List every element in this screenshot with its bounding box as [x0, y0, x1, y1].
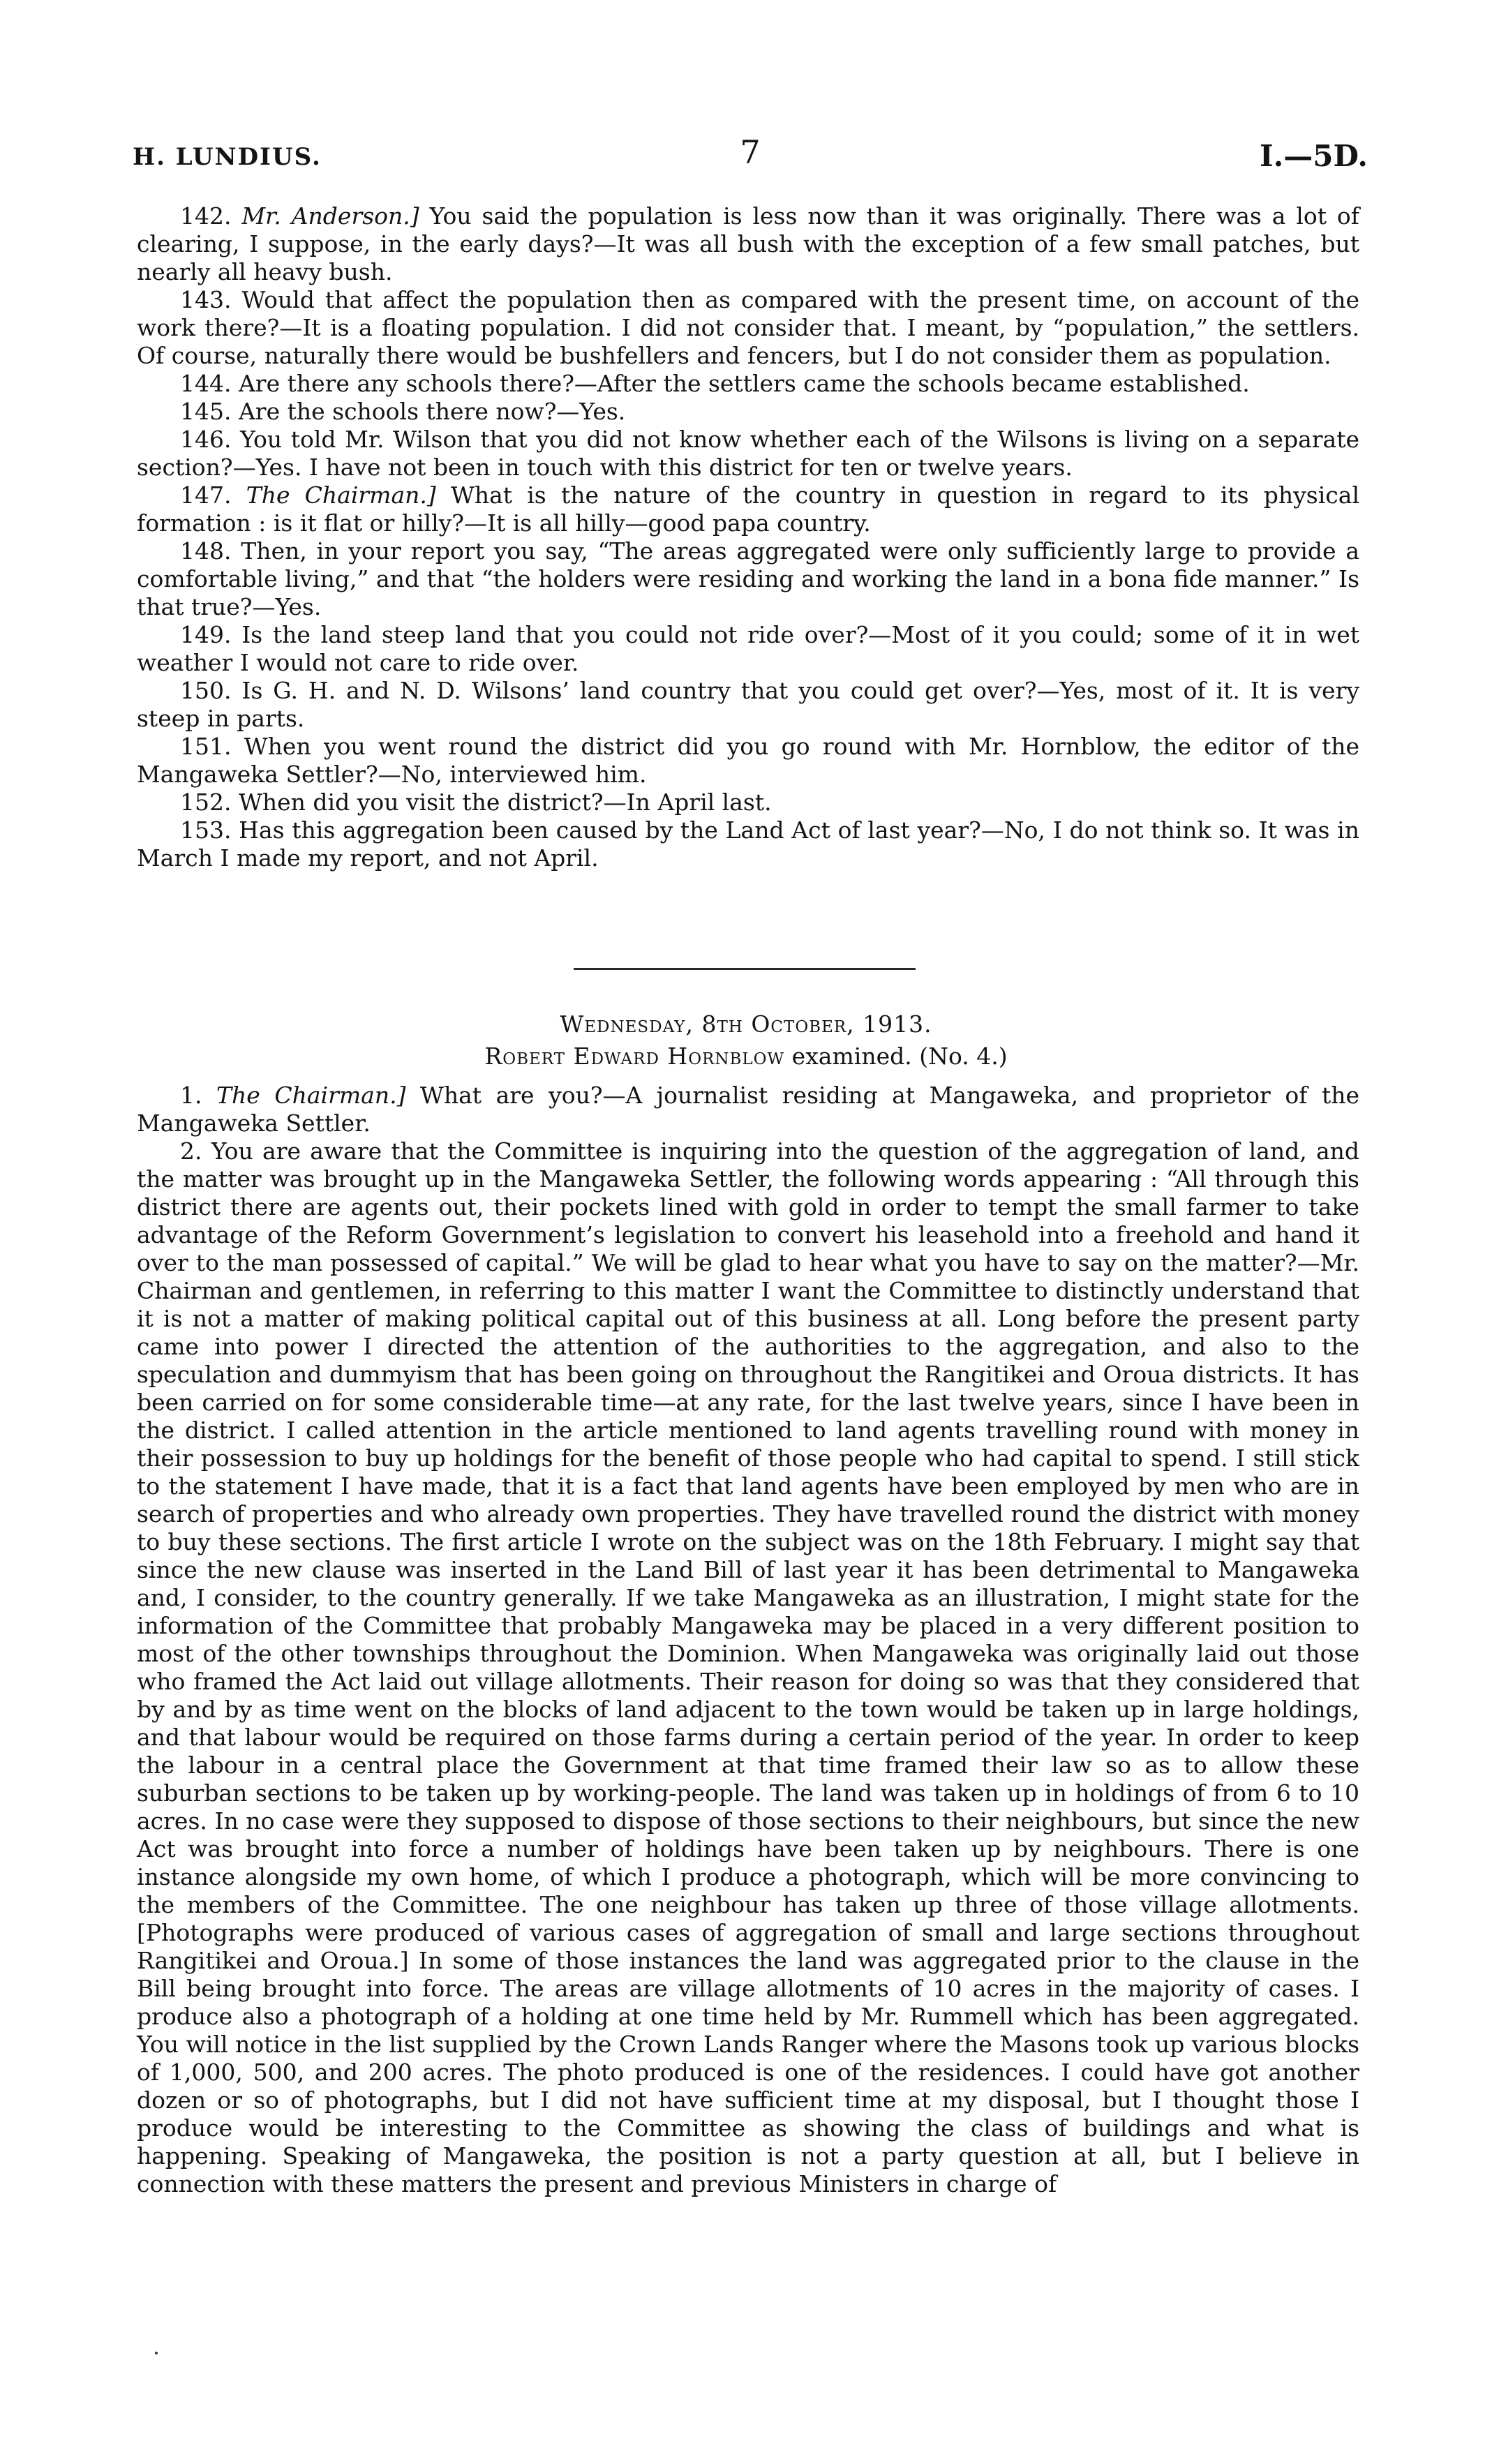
scan-speck: [155, 2352, 158, 2354]
speaker: The Chairman.]: [246, 481, 436, 509]
speaker: The Chairman.]: [216, 1082, 406, 1109]
question-paragraph: 2. You are aware that the Committee is inquiring into the question of the aggregation of land, and the matter was brought up in the Mangaweka Settler, the following words appearing : “All through this district there are agents out, their pockets lined with gold in order to tempt the small farmer to take advantage of the Reform Government’s legislation to convert his leasehold into a freehold and hand it over to the man possessed of capital.” We will be glad to hear what you have to say on the matter?—Mr. Chairman and gentlemen, in referring to this matter I want the Committee to distinctly understand that it is not a matter of making political capital out of this business at all. Long before the present party came into power I directed the attention of the authorities to the aggregation, and also to the speculation and dummyism that has been going on throughout the Rangitikei and Oroua districts. It has been carried on for some considerable time—at any rate, for the last twelve years, since I have been in the district. I called attention in the article mentioned to land agents travelling round with money in their possession to buy up holdings for the benefit of those people who had capital to spend. I still stick to the statement I have made, that it is a fact that land agents have been employed by men who are in search of properties and who already own properties. They have travelled round the district with money to buy these sections. The first article I wrote on the subject was on the 18th February. I might say that since the new clause was inserted in the Land Bill of last year it has been detrimental to Mangaweka and, I consider, to the country generally. If we take Mangaweka as an illustration, I might state for the information of the Committee that probably Mangaweka may be placed in a very different position to most of the other townships throughout the Dominion. When Mangaweka was originally laid out those who framed the Act laid out village allotments. Their reason for doing so was that they considered that by and by as time went on the blocks of land adjacent to the town would be taken up in large holdings, and that labour would be required on those farms during a certain period of the year. In order to keep the labour in a central place the Government at that time framed their law so as to allow these suburban sections to be taken up by working-people. The land was taken up in holdings of from 6 to 10 acres. In no case were they supposed to dispose of those sections to their neighbours, but since the new Act was brought into force a number of holdings have been taken up by neighbours. There is one instance alongside my own home, of which I produce a photograph, which will be more convincing to the members of the Committee. The one neighbour has taken up three of those village allotments. [Photographs were produced of various cases of aggregation of small and large sections throughout Rangitikei and Oroua.] In some of those instances the land was aggregated prior to the clause in the Bill being brought into force. The areas are village allotments of 10 acres in the majority of cases. I produce also a photograph of a holding at one time held by Mr. Rummell which has been aggregated. You will notice in the list supplied by the Crown Lands Ranger where the Masons took up various blocks of 1,000, 500, and 200 acres. The photo produced is one of the residences. I could have got another dozen or so of photographs, but I did not have sufficient time at my disposal, but I thought those I produce would be interesting to the Committee as showing the class of buildings and what is happening. Speaking of Mangaweka, the position is not a party question at all, but I believe in connection with these matters the present and previous Ministers in charge of: [137, 1137, 1359, 2197]
question-paragraph: 147. The Chairman.] What is the nature of the country in question in regard to its physical formation : is it flat or hilly?—It is all hilly—good papa country.: [137, 481, 1359, 537]
question-paragraph: 152. When did you visit the district?—In April last.: [180, 789, 772, 816]
header-witness-name: H. LUNDIUS.: [133, 143, 322, 171]
witness-name: Robert Edward Hornblow: [484, 1043, 785, 1070]
question-paragraph: 144. Are there any schools there?—After the settlers came the schools became established.: [180, 370, 1250, 397]
witness-suffix: examined. (No. 4.): [784, 1043, 1008, 1070]
question-paragraph: 153. Has this aggregation been caused by the Land Act of last year?—No, I do not think so. It was in March I made my report, and not April.: [137, 816, 1359, 872]
page-number: 7: [740, 133, 761, 171]
evidence-part-two: [137, 1082, 1359, 2198]
witness-heading: [0, 1043, 1492, 1070]
question-paragraph: 145. Are the schools there now?—Yes.: [180, 398, 626, 425]
speaker: Mr. Anderson.]: [241, 202, 419, 230]
question-paragraph: 150. Is G. H. and N. D. Wilsons’ land country that you could get over?—Yes, most of it. It is very steep in parts.: [137, 677, 1359, 732]
question-paragraph: 149. Is the land steep land that you could not ride over?—Most of it you could; some of it in wet weather I would not care to ride over.: [137, 621, 1359, 676]
evidence-part-one: [137, 202, 1359, 872]
section-divider: [574, 968, 916, 970]
page-header: [133, 133, 1368, 185]
question-paragraph: 146. You told Mr. Wilson that you did not know whether each of the Wilsons is living on a separate section?—Yes. I have not been in touch with this district for ten or twelve years.: [137, 426, 1359, 481]
question-paragraph: 148. Then, in your report you say, “The areas aggregated were only sufficiently large to provide a comfortable living,” and that “the holders were residing and working the land in a bona fide manner.” Is that true?—Yes.: [137, 537, 1359, 620]
question-paragraph: 1. The Chairman.] What are you?—A journalist residing at Mangaweka, and proprietor of the Mangaweka Settler.: [137, 1082, 1359, 1137]
question-paragraph: 142. Mr. Anderson.] You said the population is less now than it was originally. There was a lot of clearing, I suppose, in the early days?—It was all bush with the exception of a few small patches, but nearly all heavy bush.: [137, 202, 1359, 285]
document-reference: I.—5D.: [1259, 139, 1368, 173]
question-paragraph: 151. When you went round the district did you go round with Mr. Hornblow, the editor of the Mangaweka Settler?—No, interviewed him.: [137, 733, 1359, 788]
question-paragraph: 143. Would that affect the population then as compared with the present time, on account of the work there?—It is a floating population. I did not consider that. I meant, by “population,” the settlers. Of course, naturally there would be bushfellers and fencers, but I do not consider them as population.: [137, 286, 1359, 369]
session-date: Wednesday, 8th October, 1913.: [560, 1010, 932, 1038]
